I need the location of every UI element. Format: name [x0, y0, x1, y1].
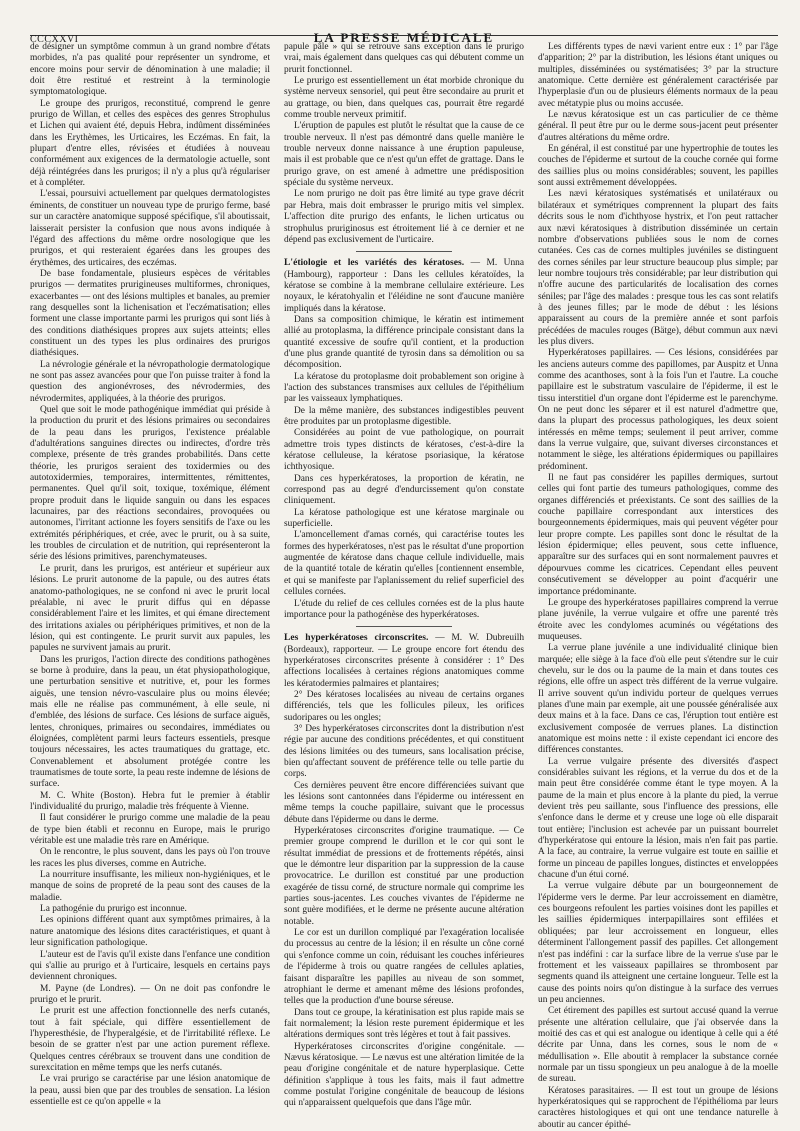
paragraph: L'étude du relief de ces cellules cornées est de la plus haute importance pour la pathogénèse des hyperkératoses.: [284, 598, 524, 620]
paragraph: Les opinions différent quant aux symptômes primaires, à la nature anatomique des lésions dites caractéristiques, et quant à leur signification pathologique.: [30, 915, 270, 949]
section-keratoses-etiology: [284, 257, 524, 621]
paragraph: La pathogénie du prurigo est inconnue.: [40, 904, 187, 915]
paragraph: Hyperkératoses circonscrites d'origine congénitale. — Nævus kératosique. — Le nævus est une altération limitée de la peau d'origine congénitale et de nature hyperplasique. Cette définition s'applique à tous les faits, mais il faut admettre comme postulat l'origine congénitale de beaucoup de lésions qui n'apparaissent quelquefois que dans l'âge mûr.: [284, 1041, 524, 1109]
paragraph: Le groupe des prurigos, reconstitué, comprend le genre prurigo de Willan, et celles des espèces des genres Strophulus et Lichen qui avaient été, depuis Hebra, indûment disséminées dans les Erythèmes, les Urticaires, les Eczémas. En fait, la plupart d'entre elles, révisées et étudiées à nouveau conformément aux exigences de la dermatologie actuelle, sont déjà réintégrées dans les prurigos; il n'y a plus qu'à régulariser et à compléter.: [30, 98, 270, 189]
paragraph: M. C. White (Boston). Hebra fut le premier à établir l'individualité du prurigo, maladie très fréquente à Vienne.: [30, 790, 270, 813]
paragraph: La névrologie générale et la névropathologie dermatologique ne sont pas assez avancées pour que l'on puisse traiter à fond la question des angionévroses, des névrodermies, des névrodermites, appliquées, à la théorie des prurigos.: [30, 359, 270, 404]
paragraph: L'essai, poursuivi actuellement par quelques dermatologistes éminents, de constituer un nouveau type de prurigo ferme, basé sur un caractère anatomique supposé spécifique, s'il aboutissait, laisserait persister la confusion que nous avons indiquée à l'égard des affections du même ordre nosologique que les prurigos, et qui resteraient égarées dans les groupes des érythèmes, des urticaires, des eczémas.: [30, 189, 270, 268]
paragraph: Il faut considérer le prurigo comme une maladie de la peau de type bien établi et reconnu en Europe, mais le prurigo véritable est une maladie très rare en Amérique.: [30, 813, 270, 847]
paragraph: — M. W. Dubreuilh (Bordeaux), rapporteur. — Le groupe encore fort étendu des hyperkératoses circonscrites présente à considérer : 1° Des affections localisées à certaines régions anatomiques comme les kératodermies palmaires et plantaires;: [284, 633, 525, 689]
paragraph: Kératoses parasitaires. — Il est tout un groupe de lésions hyperkératosiques qui se rapprochent de l'épithélioma par leurs caractères histologiques et qui ont une tendance naturelle à aboutir au cancer épithé-: [538, 1085, 778, 1130]
paragraph: — M. Unna (Hambourg), rapporteur : Dans les cellules kératoïdes, la kératose se combine à la membrane cellulaire extérieure. Les noyaux, le kératohyalin et l'éléidine ne sont d'aucune manière impliqués dans la kératose.: [284, 258, 524, 314]
paragraph: Dans tout ce groupe, la kératinisation est plus rapide mais se fait normalement; la lésion reste purement épidermique et les altérations dermiques sont très légères et tout à fait passives.: [284, 1007, 524, 1041]
paragraph: M. Payne (de Londres). — On ne doit pas confondre le prurigo et le prurit.: [30, 983, 270, 1005]
paragraph: La verrue vulgaire présente des diversités d'aspect considérables suivant les régions, et la verrue du dos et de la main peut être considérée comme étant le type moyen. A la paume de la main et plus encore à la plante du pied, la verrue devient très peu saillante, sous l'influence des pressions, elle s'enfonce dans le derme et y creuse une loge où elle disparait tout entière; l'inclusion est achevée par un puissant bourrelet d'hyperkératose qui entoure la lésion, mais n'en fait pas partie. A la face, au contraire, la verrue vulgaire est toute en saillie et forme un pinceau de papilles longues, distinctes et enveloppées chacune d'un étui corné.: [538, 756, 778, 881]
paragraph: Les différents types de nævi varient entre eux : 1° par l'âge d'apparition; 2° par la distribution, les lésions étant uniques ou multiples, disséminées ou systématisées; 3° par la structure anatomique. Cette dernière est généralement caractérisée par l'hyperplasie d'un ou de plusieurs éléments normaux de la peau avec métatypie plus ou moins accusée.: [538, 42, 778, 109]
paragraph: Dans sa composition chimique, le kératin est intimement allié au protoplasma, la différence principale consistant dans la quantité excessive de soufre qu'il contient, et la production d'une plus grande quantité de tyrosin dans sa démolition ou sa décomposition.: [284, 314, 524, 371]
paragraph: La kératose pathologique est une kératose marginale ou superficielle.: [284, 507, 524, 530]
paragraph: De base fondamentale, plusieurs espèces de véritables prurigos — dermatites prurigineuses multiformes, chroniques, exacerbantes — ont des lésions multiples et banales, au premier rang desquelles sont la lichenisation et l'eczématisation; elles forment une classe importante parmi les prurigos qui sont liés à des conditions diathésiques propres aux sujets atteints; elles constituent un des types les plus ordinaires des prurigos diathésiques.: [30, 268, 270, 359]
paragraph: de désigner un symptôme commun à un grand nombre d'états morbides, n'a pas qualité pour représenter un syndrome, et encore moins pour servir de dénomination à une maladie; il doit être restitué et restreint à la terminologie symptomatologique.: [30, 42, 270, 98]
paragraph: En général, il est constitué par une hypertrophie de toutes les couches de l'épiderme et surtout de la couche cornée qui forme des saillies plus ou moins considérables; souvent, les papilles sont aussi extrêmement développées.: [538, 144, 778, 189]
paragraph: Hyperkératoses papillaires. — Ces lésions, considérées par les anciens auteurs comme des papillomes, par Auspitz et Unna comme des acanthoses, sont à la fois l'un et l'autre. La couche papillaire est le substratum vasculaire de l'épiderme, il est le tissu interstitiel d'un organe dont l'épiderme est le parenchyme. On ne peut donc les séparer et il est naturel d'admettre que, dans la plupart des processus pathologiques, les deux soient intéressés en même temps; seulement il peut arriver, comme dans la verrue vulgaire, que, suivant diverses circonstances et notamment le siège, les altérations épidermiques ou papillaires prédominent.: [538, 348, 778, 472]
column-2: [284, 42, 525, 1109]
paragraph: Considérées au point de vue pathologique, on pourrait admettre trois types distincts de kératoses, c'est-à-dire la kératose celluleuse, la kératose psoriasique, la kératose ichthyosique.: [284, 428, 524, 473]
paragraph: 2° Des kératoses localisées au niveau de certains organes différenciés, tels que les follicules pileux, les orifices sudoripares ou les ongles;: [284, 689, 524, 723]
paragraph: Le prurit, dans les prurigos, est antérieur et supérieur aux lésions. Le prurit autonome de la papule, ou des autres états anatomo-pathologiques, ne se confond ni avec le prurit local préalable, ni avec le prurit diffus qui en dépasse considérablement l'aire et les limites, et qui émane directement des irritations axiales ou périphériques primitives, et non de la lésion, qui est contingente. Le prurit survit aux papules, les papules ne survivent jamais au prurit.: [30, 563, 270, 654]
paragraph: Ces dernières peuvent être encore différenciées suivant que les lésions sont cantonnées dans l'épiderme ou intéressent en même temps la couche papillaire, suivant que le processus débute dans l'épiderme ou dans le derme.: [284, 780, 524, 825]
paragraph: Le prurit est une affection fonctionnelle des nerfs cutanés, tout à fait spéciale, qui diffère essentiellement de l'hyperesthésie, de l'hyperalgésie, et de l'irritabilité réflexe. Le besoin de se gratter n'est par une action purement réflexe. Quelques centres cérébraux se trouvent dans une condition de surexcitation en même temps que les nerfs cutanés.: [30, 1006, 270, 1073]
paragraph: Dans ces hyperkératoses, la proportion de kératin, ne correspond pas au degré d'endurcissement qu'on constate cliniquement.: [284, 473, 524, 507]
paragraph: L'amoncellement d'amas cornés, qui caractérise toutes les formes des hyperkératoses, n'est pas le résultat d'une proportion augmentée de kératose dans chaque cellule individuelle, mais de la quantité totale de kératin qu'elles [contiennent ensemble, et qui se manifeste par l'aplanissement du relief superficiel des cellules cornées.: [284, 530, 524, 598]
text-columns: [30, 42, 778, 1130]
paragraph: Il ne faut pas considérer les papilles dermiques, surtout celles qui font partie des tumeurs pathologiques, comme des organes différenciés et préexistants. Ce sont des saillies de la couche papillaire correspondant aux interstices des bourgeonnements épidermiques, mais qui peuvent végéter pour leur propre compte. Les papilles sont donc le résultat de la lésion épidermique; elles peuvent, sous cette influence, apparaître sur des surfaces qui en sont normalement pauvres et dépourvues comme les cicatrices. Cependant elles peuvent consécutivement se développer au point d'acquérir une importance prédominante.: [538, 473, 778, 597]
paragraph: La verrue plane juvénile a une individualité clinique bien marquée; elle siège à la face d'où elle peut s'étendre sur le cuir chevelu, sur le dos ou la paume de la main et dans toutes ces régions, elle offre un aspect très différent de la verrue vulgaire. Il arrive souvent qu'un individu porteur de quelques verrues planes d'une main par exemple, ait une poussée généralisée aux deux mains et à la face. Dans ce cas, l'éruption tout entière est exclusivement composée de verrues planes. La distinction anatomique est moins nette : il existe cependant ici encore des différences constantes.: [538, 643, 778, 756]
paragraph: Le prurigo est essentiellement un état morbide chronique du système nerveux sensoriel, qui peut être secondaire au prurit et au grattage, ou bien, dans quelques cas, pourrait être regardé comme trouble nerveux primitif.: [284, 76, 524, 121]
paragraph: La kératose du protoplasme doit probablement son origine à l'action des substances transmises aux cellules de l'épithélium par les vaisseaux lymphatiques.: [284, 371, 524, 405]
paragraph: 3° Des hyperkératoses circonscrites dont la distribution n'est régie par aucune des conditions précédentes, et qui constituent des lésions limitées ou des tumeurs, sans localisation précise, bien qu'affectant souvent de préférence telle ou telle partie du corps.: [284, 723, 524, 780]
paragraph: Les nævi kératosiques systématisés et unilatéraux ou bilatéraux et symétriques comprennent la plupart des faits décrits sous le nom d'ichthyose hystrix, et l'on peut rattacher aux nævi kératosiques à distribution disséminée un certain nombre d'observations publiées sous le nom de cornes cutanées. Ces cas de cornes multiples juvéniles se distinguent des cornes séniles par leur structure beaucoup plus simple; par leur nombre toujours très considérable; par leur distribution qui n'offre aucune des particularités de localisation des cornes séniles; par l'âge des malades : presque tous les cas sont relatifs à des jeunes filles; par le mode de début : les lésions apparaissent au cours de la première année et sont parfois précédées de macules rouges (Bätge), début commun aux nævi les plus divers.: [538, 189, 778, 347]
paragraph: papule pâle » qui se retrouve sans exception dans le prurigo vrai, mais également dans quelques cas qui débutent comme un prurit fonctionnel.: [284, 42, 524, 75]
column-3: [538, 42, 778, 1130]
journal-title: LA PRESSE MÉDICALE: [313, 30, 495, 45]
divider: [356, 251, 452, 252]
paragraph: Le groupe des hyperkératoses papillaires comprend la verrue plane juvénile, la verrue vulgaire et offre une parenté très étroite avec les condylomes acuminés ou végétations des muqueuses.: [538, 597, 778, 642]
paragraph: L'éruption de papules est plutôt le résultat que la cause de ce trouble nerveux. Il n'est pas démontré dans quelle manière le trouble nerveux donne naissance à une éruption papuleuse, mais il est probable que ce n'est qu'un effet de grattage. Dans le prurigo grave, on est amené à admettre une prédisposition spéciale du système nerveux.: [284, 121, 524, 189]
paragraph: Cet étirement des papilles est surtout accusé quand la verrue présente une altération cellulaire, que j'ai observée dans la moitié des cas et qui est analogue ou identique à celle qui a été décrite par Unna, dans les cornes, sous le nom de « médullisation ». Elle aboutit à remplacer la substance cornée normale par un tissu spongieux un peu analogue à de la moelle de sureau.: [538, 1006, 778, 1085]
paragraph: On le rencontre, le plus souvent, dans les pays où l'on trouve les races les plus diverses, comme en Autriche.: [30, 847, 270, 869]
paragraph: La nourriture insuffisante, les milieux non-hygiéniques, et le manque de soins de propreté de la peau sont des causes de la maladie.: [30, 870, 270, 903]
paragraph: Dans les prurigos, l'action directe des conditions pathogènes se borne à produire, dans la peau, un état physiopathologique, une perturbation sensitive et nutritive, et, pour les formes aiguës, une tension névro-vasculaire plus ou moins élevée; mais elle ne réalise pas communément, à elle seule, ni d'emblée, des lésions de surface. Ces lésions de surface aiguës, lentes, chroniques, primaires ou secondaires, immédiates ou éloignées, complètent parmi leurs facteurs essentiels, presque toujours nécessaires, les actes traumatiques du grattage, etc. Convenablement et absolument protégée contre les traumatismes de toute sorte, la peau reste indemne de lésions de surface.: [30, 654, 270, 790]
paragraph: Le cor est un durillon compliqué par l'exagération localisée du processus au centre de la lésion; il en résulte un cône corné qui s'enfonce comme un coin, réduisant les couches inférieures de l'épiderme à trois ou quatre rangées de cellules aplaties, faisant disparaître les papilles au niveau de son sommet, atrophiant le derme et amenant même des lésions profondes, telles que la production d'une bourse séreuse.: [284, 928, 524, 1007]
paragraph: Quel que soit le mode pathogénique immédiat qui préside à la production du prurit et des lésions primaires ou secondaires de la peau dans les prurigos, l'existence préalable d'adultérations sanguines directes ou indirectes, d'ordre très complexe, présente de très grandes probabilités. Dans cette théorie, les prurigos seraient des toxidermies ou des autotoxidermies, temporaires, intermittentes, rémittentes, permanentes. Quel qu'il soit, toxique, toxémique, élément propre produit dans le liquide sanguin ou dans les espaces lacunaires, par des réactions secondaires, provoquées ou autonomes, l'irritant actionne les foyers sensitifs de l'axe ou les extrémités périphériques, et crée, avec le prurit, ou à sa suite, les troubles de circulation et de nutrition, qui représenteront la série des lésions primitives, parenchymateuses.: [30, 405, 270, 563]
section-heading: Les hyperkératoses circonscrites.: [284, 632, 429, 644]
paragraph: Le vrai prurigo se caractérise par une lésion anatomique de la peau, aussi bien que par des troubles de sensation. La lésion essentielle est ce qu'on appelle « la: [30, 1074, 270, 1107]
section-circumscribed-hyperkeratoses: [284, 632, 524, 1109]
page-header: [30, 0, 778, 45]
paragraph: De la même manière, des substances indigestibles peuvent être produites par un protoplasme digestible.: [284, 405, 524, 427]
section-heading: L'étiologie et les variétés des kératoses.: [284, 257, 465, 269]
paragraph: Le nom prurigo ne doit pas être limité au type grave décrit par Hebra, mais doit embrasser le prurigo mitis vel simplex. L'affection dite prurigo des enfants, le lichen urticatus ou strophulus pruriginosus est étroitement lié à ce dernier et ne dépend pas exclusivement de l'urticaire.: [284, 189, 524, 245]
paragraph: La verrue vulgaire débute par un bourgeonnement de l'épiderme vers le derme. Par leur accroissement en diamètre, ces bourgeons refoulent les parties voisines dont les papilles et les saillies épidermiques interpapillaires sont effilées et obliquées; par leur accroissement en longueur, elles déterminent l'allongement passif des papilles. Cet allongement n'est pas indéfini : car la surface libre de la verrue s'use par le frottement et les vaisseaux papillaires se thrombosent par segments quand ils atteignent une certaine longueur. Telle est la cause des points noirs qu'on distingue à la surface des verrues un peu anciennes.: [538, 881, 778, 1005]
paragraph: L'auteur est de l'avis qu'il existe dans l'enfance une condition qui s'allie au prurigo et à l'urticaire, lesquels en certains pays deviennent chroniques.: [30, 949, 270, 983]
column-1: [30, 42, 270, 1107]
paragraph: Hyperkératoses circonscrites d'origine traumatique. — Ce premier groupe comprend le durillon et le cor qui sont le résultat immédiat de pressions et de frottements répétés, ainsi que le démontre leur disparition par la suppression de la cause provocatrice. Le durillon est constitué par une production exagérée de tissu corné, de structure normale qui comprime les parties sous-jacentes. Les couches vivantes de l'épiderme ne sont guère modifiées, et le derme ne présente aucune altération notable.: [284, 826, 524, 927]
divider: [356, 626, 452, 627]
page-folio: CCCXXVI: [30, 34, 79, 45]
paragraph: Le nævus kératosique est un cas particulier de ce thème général. Il peut être pur ou le derme sous-jacent peut présenter d'autres altérations du même ordre.: [538, 110, 778, 143]
